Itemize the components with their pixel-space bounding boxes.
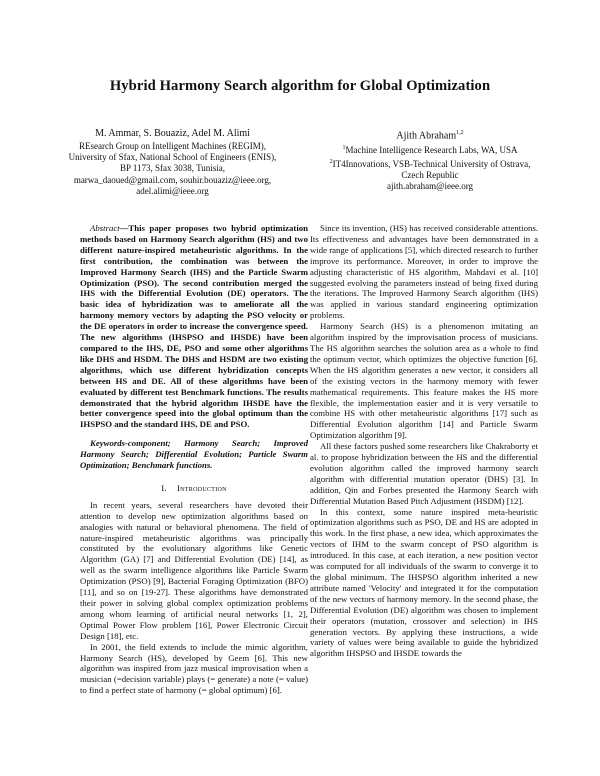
section-heading	[80, 483, 308, 494]
affiliation-text: Machine Intelligence Research Labs, WA, USA	[345, 145, 518, 156]
affiliation-line	[320, 157, 540, 170]
author-name: Ajith Abraham	[396, 130, 457, 142]
author-block-left	[60, 127, 285, 197]
section-title: Introduction	[176, 482, 227, 493]
affiliation-line: Czech Republic	[401, 169, 459, 180]
paper-title: Hybrid Harmony Search algorithm for Global Optimization	[109, 78, 491, 94]
body-paragraph: Since its invention, (HS) has received considerable attentions. Its effectiveness and advantages have been demonstrated in a wide range of applications [5], which directed research to further improve its performance. Moreover, in order to improve the adjusting characteristic of HS algorithm, Mahdavi et al. [10] suggested evolving the parameters instead of being fixed during the iterations. The Improved Harmony Search algorithm (IHS) was applied in various standard engineering optimization problems.	[310, 223, 538, 321]
abstract-label: Abstract	[90, 223, 120, 233]
body-paragraph: In this context, some nature inspired meta-heuristic optimization algorithms such as PSO, DE and HS are adopted in this work. In the first phase, a new idea, which approximates the vectors of IHM to the swarm concept of PSO algorithm is introduced. In this case, at each iteration, a new position vector was computed for all individuals of the swarm to converge it to the global minimum. The IHSPSO algorithm inherited a new attribute named 'Velocity' and integrated it for the computation of the new vectors of harmony memory. In the second phase, the Differential Evolution (DE) algorithm was chosen to implement their operators (mutation, crossover and selection) in IHS generation vectors. By applying these instructions, a wide variety of values were being available to guide the hybridized algorithm IHSPSO and IHSDE towards the	[310, 506, 538, 659]
affiliation-text: IT4Innovations, VSB-Technical University of Ostrava,	[332, 158, 531, 169]
body-paragraph: All these factors pushed some researchers like Chakraborty et al. to propose hybridization between the HS and the differential evolution algorithm called the improved harmony search algorithm with differential mutation operator (DHS) [3]. In addition, Qin and Forbes presented the Harmony Search with Differential Mutation Based Pitch Adjustment (HSDM) [12].	[310, 441, 538, 506]
author-superscript: 1,2	[456, 130, 464, 136]
section-number: I.	[161, 482, 167, 493]
author-names-right	[320, 127, 540, 142]
email-line: adel.alimi@ieee.org	[136, 185, 209, 196]
abstract-text: This paper proposes two hybrid optimization methods based on Harmony Search algorithm (HS) and two different nature-inspired metaheuristic algorithms. In the first contribution, the combination was between the Improved Harmony Search (IHS) and the Particle Swarm Optimization (PSO). The second contribution merged the IHS with the Differential Evolution (DE) operators. The basic idea of hybridization was to ameliorate all the harmony memory vectors by adapting the PSO velocity or the DE operators in order to increase the convergence speed. The new algorithms (IHSPSO and IHSDE) have been compared to the IHS, DE, PSO and some other algorithms like DHS and HSDM. The DHS and HSDM are two existing algorithms, which use different hybridization concepts between HS and DE. All of these algorithms have been evaluated by different test Benchmark functions. The results demonstrated that the hybrid algorithm IHSDE have the better convergence speed into the global optimum than the IHSPSO and the standard IHS, DE and PSO.	[80, 223, 308, 430]
email-line: marwa_daoued@gmail.com, souhir.bouaziz@ieee.org,	[73, 174, 272, 185]
affiliation-superscript: 2	[329, 158, 333, 165]
abstract-paragraph	[80, 223, 308, 430]
affiliation-line: BP 1173, Sfax 3038, Tunisia,	[119, 163, 226, 174]
abstract-dash: —	[119, 223, 129, 233]
left-column	[80, 223, 308, 696]
body-paragraph: Harmony Search (HS) is a phenomenon imitating an algorithm inspired by the improvisation process of musicians. The HS algorithm searches the solution area as a whole to find the optimum vector, which optimizes the objective function [6]. When the HS algorithm generates a new vector, it considers all of the existing vectors in the harmony memory with fewer mathematical requirements. This feature makes the HS more flexible, the implementation easier and it is very versatile to combine HS with other metaheuristic algorithms [17] such as Differential Evolution algorithm [14] and Particle Swarm Optimization algorithm [9].	[310, 321, 538, 441]
affiliation-line: REsearch Group on Intelligent Machines (REGIM),	[79, 141, 266, 151]
body-paragraph: In 2001, the field extends to include the mimic algorithm, Harmony Search (HS), developed by Geem [6]. This new algorithm was inspired from jazz musical improvisation when a musician (=decision variable) plays (= generate) a note (= value) to find a perfect state of harmony (= global optimum) [6].	[80, 641, 308, 696]
email-line: ajith.abraham@ieee.org	[386, 180, 474, 191]
affiliation-superscript: 1	[342, 145, 346, 152]
affiliation-line	[320, 143, 540, 156]
keywords-paragraph: Keywords-component; Harmony Search; Improved Harmony Search; Differential Evolution; Particle Swarm Optimization; Benchmark functions.	[80, 438, 308, 471]
author-block-right	[320, 127, 540, 192]
author-names-left: M. Ammar, S. Bouaziz, Adel M. Alimi	[95, 128, 250, 139]
right-column	[310, 223, 538, 659]
affiliation-line: University of Sfax, National School of Engineers (ENIS),	[68, 152, 277, 163]
body-paragraph: In recent years, several researchers have devoted their attention to develop new optimization algorithms based on analogies with natural or behavioral phenomena. The field of nature-inspired metaheuristic algorithms was principally constituted by the evolutionary algorithms like Genetic Algorithm (GA) [7] and Differential Evolution (DE) [14], as well as the swarm intelligence algorithms like Particle Swarm Optimization (PSO) [9], Bacterial Foraging Optimization (BFO) [11], and so on [19-27]. These algorithms have demonstrated their power in solving global complex optimization problems among whom learning of artificial neural networks [1, 2], Optimal Power Flow problem [16], Power Electronic Circuit Design [18], etc.	[80, 499, 308, 641]
